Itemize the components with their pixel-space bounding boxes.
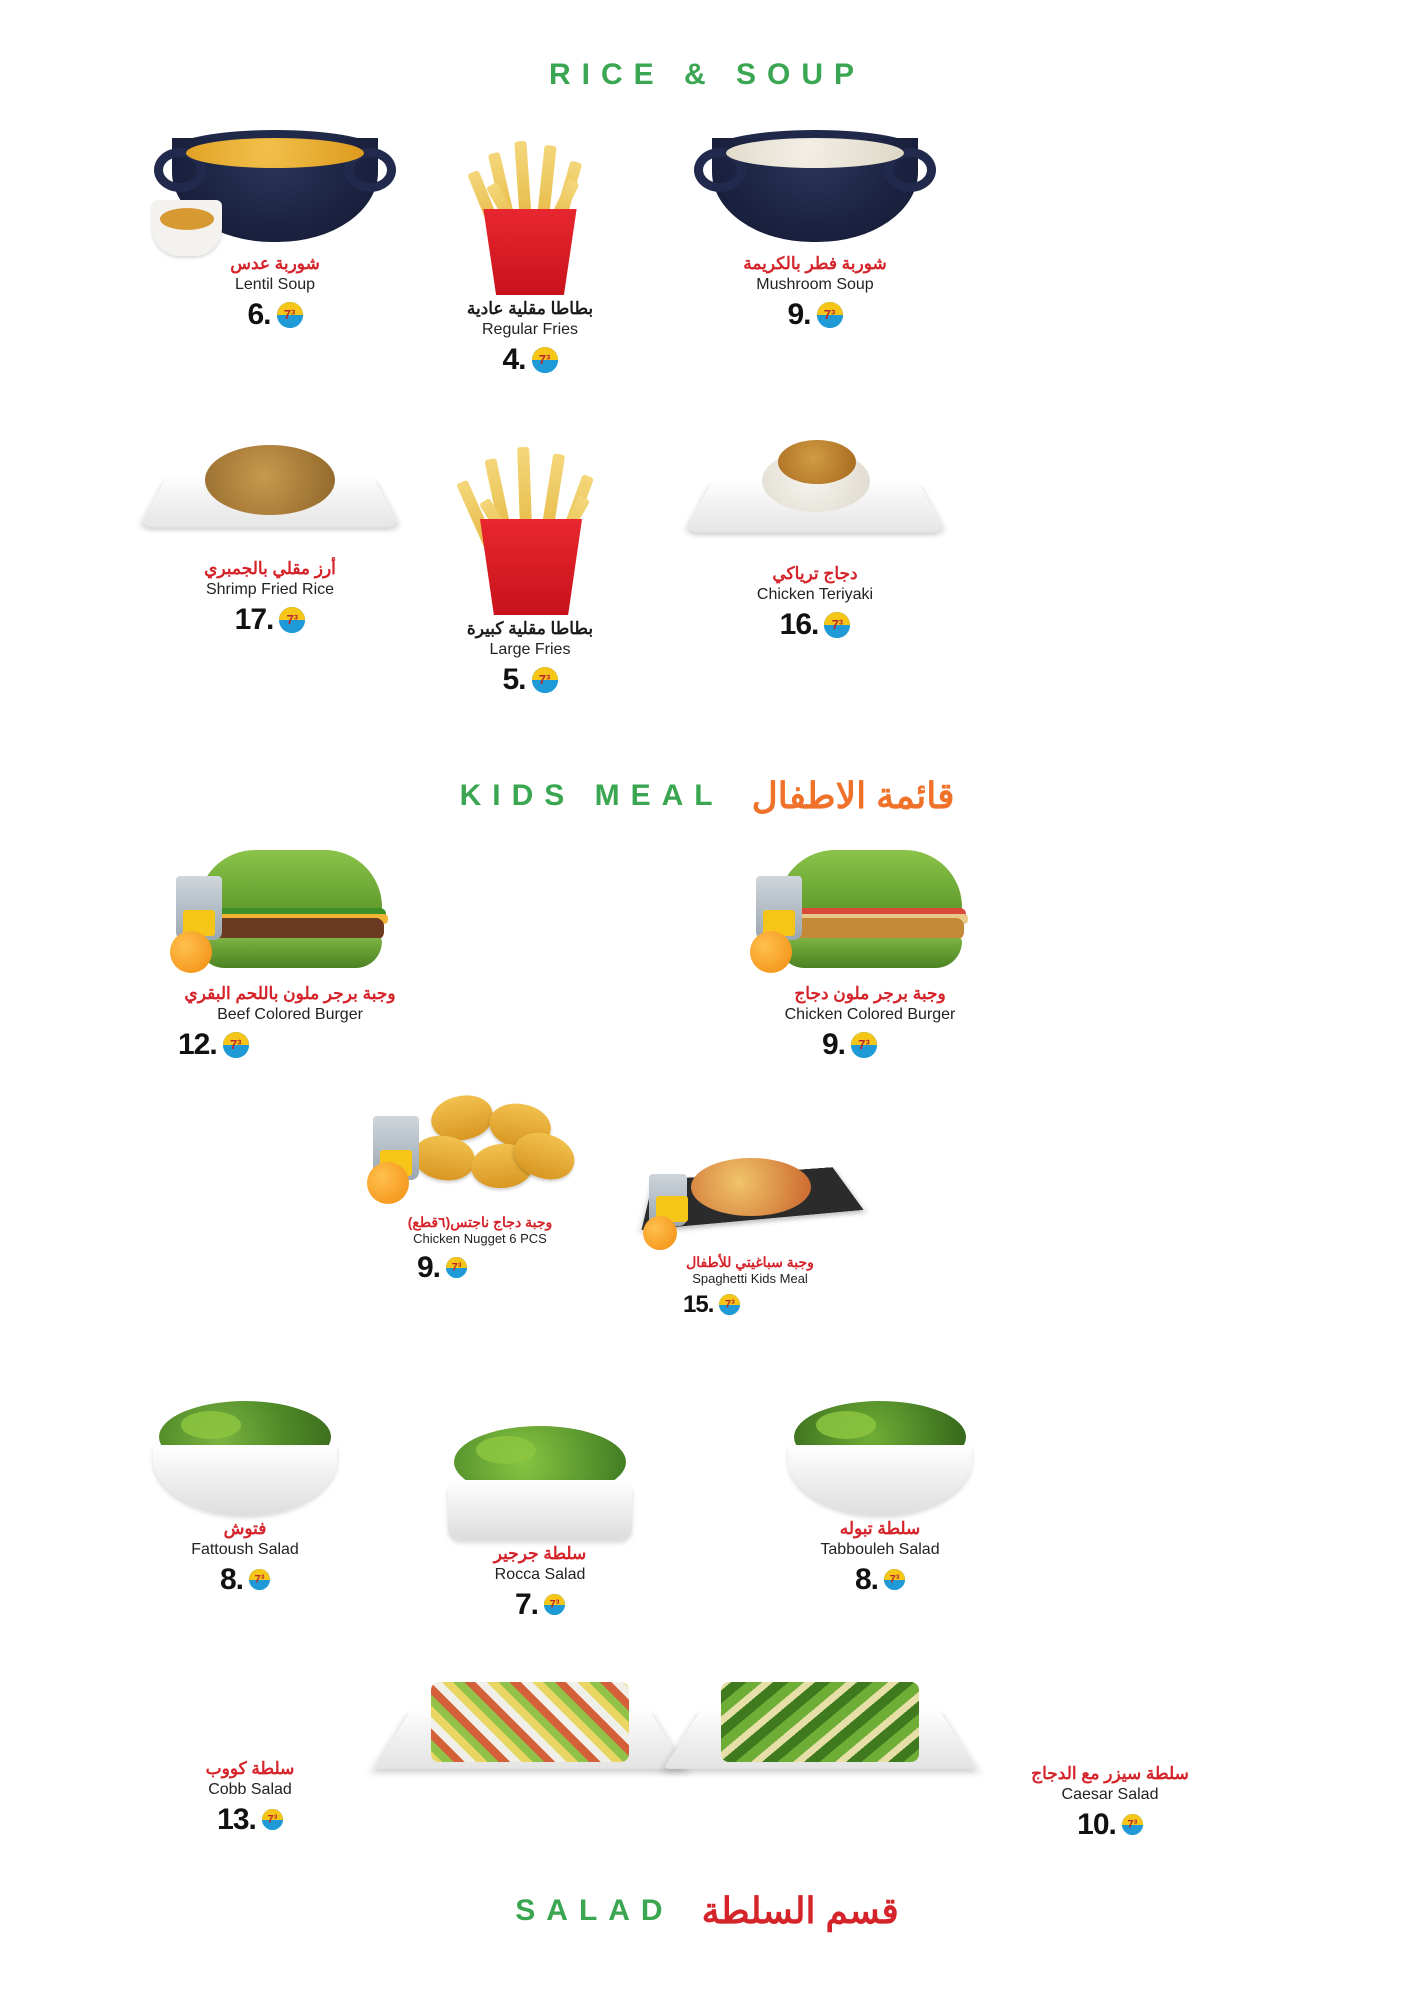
item-price: 13. [217,1802,256,1836]
item-name-en: Beef Colored Burger [217,1005,363,1023]
cobb-salad-image [390,1660,670,1805]
chicken-colored-burger-image [730,850,1010,980]
item-name-en: Rocca Salad [494,1565,586,1583]
item-price: 7. [514,1587,539,1621]
riyal-badge-icon [223,1032,249,1058]
item-price: 8. [854,1562,879,1596]
menu-item-beef-colored-burger[interactable] [150,850,430,1062]
item-name-ar: سلطة جرجير [493,1544,587,1563]
price-row [355,1251,605,1285]
item-price: 12. [178,1027,217,1061]
riyal-badge-icon [1122,1814,1143,1835]
menu-item-chicken-nugget[interactable] [355,1090,605,1285]
menu-item-regular-fries[interactable] [405,120,655,377]
item-name-en: Fattoush Salad [191,1540,299,1558]
tabbouleh-salad-image [755,1385,1005,1515]
section-heading-salad [0,1890,1414,1932]
price-row [730,1028,1010,1062]
price-row [140,603,400,637]
item-price: 16. [779,607,819,641]
price-row [405,343,655,377]
item-name-ar: بطاطا مقلية عادية [466,299,594,318]
price-row [625,1291,875,1319]
menu-item-chicken-teriyaki[interactable] [690,440,940,642]
lentil-soup-image [150,130,400,250]
riyal-badge-icon [824,612,850,638]
price-row [755,1563,1005,1597]
item-name-en: Regular Fries [481,320,579,338]
item-name-ar: سلطة سيزر مع الدجاج [1031,1764,1189,1783]
menu-item-chicken-colored-burger[interactable] [730,850,1010,1062]
item-name-en: Chicken Nugget 6 PCS [413,1231,547,1247]
price-row [415,1588,665,1622]
item-name-ar: وجبة برجر ملون دجاج [794,984,946,1003]
price-row [150,298,400,332]
shrimp-fried-rice-image [140,435,400,555]
menu-item-rocca-salad[interactable] [415,1410,665,1622]
riyal-badge-icon [532,667,558,693]
item-name-en: Cobb Salad [208,1780,292,1798]
section-title-en: KIDS MEAL [459,779,724,812]
section-heading-rice-soup [0,58,1414,92]
item-name-en: Caesar Salad [1061,1785,1159,1803]
item-name-ar: وجبة برجر ملون باللحم البقري [184,984,396,1003]
menu-item-lentil-soup[interactable] [150,130,400,332]
item-name-ar: سلطة تبوله [839,1519,921,1538]
item-name-en: Spaghetti Kids Meal [692,1271,808,1287]
rocca-salad-image [415,1410,665,1540]
beef-colored-burger-image [150,850,430,980]
riyal-badge-icon [719,1294,740,1315]
price-row [1000,1808,1220,1842]
menu-item-large-fries[interactable] [405,430,655,697]
item-price: 9. [417,1250,441,1284]
item-price: 6. [247,297,271,331]
fattoush-salad-image [120,1385,370,1515]
item-name-en: Chicken Teriyaki [756,585,874,603]
riyal-badge-icon [262,1809,283,1830]
riyal-badge-icon [446,1257,467,1278]
item-price: 15. [683,1290,714,1318]
item-price: 17. [234,602,274,636]
item-name-ar: سلطة كووب [205,1759,295,1778]
item-name-en: Lentil Soup [234,275,316,293]
item-price: 8. [219,1562,244,1596]
caesar-salad-image [680,1660,960,1805]
section-title-ar: قسم السلطة [701,1890,899,1931]
section-heading-kids-meal [0,775,1414,817]
riyal-badge-icon [544,1594,565,1615]
riyal-badge-icon [279,607,305,633]
section-title-en: RICE & SOUP [548,58,866,91]
item-name-ar: وجبة سباغيتي للأطفال [686,1254,814,1270]
item-name-ar: شوربة عدس [230,254,320,273]
chicken-teriyaki-image [690,440,940,560]
item-name-en: Chicken Colored Burger [784,1005,956,1023]
item-price: 4. [502,342,526,376]
item-price: 10. [1077,1807,1116,1841]
menu-item-cobb-salad[interactable] [150,1755,350,1837]
riyal-badge-icon [249,1569,270,1590]
riyal-badge-icon [817,302,843,328]
menu-item-fattoush-salad[interactable] [120,1385,370,1597]
menu-item-spaghetti-kids-meal[interactable] [625,1140,875,1319]
price-row [150,1803,350,1837]
menu-item-mushroom-soup[interactable] [690,130,940,332]
item-price: 9. [787,297,811,331]
price-row [120,1563,370,1597]
large-fries-image [405,430,655,615]
spaghetti-kids-meal-image [625,1140,875,1250]
chicken-nugget-image [355,1090,605,1210]
item-price: 9. [822,1027,846,1061]
section-title-en: SALAD [515,1894,674,1927]
menu-item-tabbouleh-salad[interactable] [755,1385,1005,1597]
item-name-ar: أرز مقلي بالجمبري [204,559,336,578]
section-title-ar: قائمة الاطفال [751,775,955,816]
item-name-en: Shrimp Fried Rice [205,580,335,598]
riyal-badge-icon [277,302,303,328]
item-name-ar: فتوش [223,1519,267,1538]
riyal-badge-icon [851,1032,877,1058]
item-name-ar: بطاطا مقلية كبيرة [466,619,594,638]
price-row [150,1028,430,1062]
item-name-en: Tabbouleh Salad [820,1540,940,1558]
price-row [690,608,940,642]
riyal-badge-icon [884,1569,905,1590]
item-name-ar: دجاج ترياكي [772,564,858,583]
price-row [405,663,655,697]
item-name-en: Large Fries [489,640,571,658]
item-name-ar: شوربة فطر بالكريمة [743,254,887,273]
riyal-badge-icon [532,347,558,373]
item-name-ar: وجبة دجاج ناجتس(٦قطع) [407,1214,553,1230]
menu-item-caesar-salad[interactable] [1000,1760,1220,1842]
mushroom-soup-image [690,130,940,250]
item-price: 5. [502,662,526,696]
item-name-en: Mushroom Soup [756,275,874,293]
menu-item-shrimp-fried-rice[interactable] [140,435,400,637]
regular-fries-image [405,120,655,295]
price-row [690,298,940,332]
